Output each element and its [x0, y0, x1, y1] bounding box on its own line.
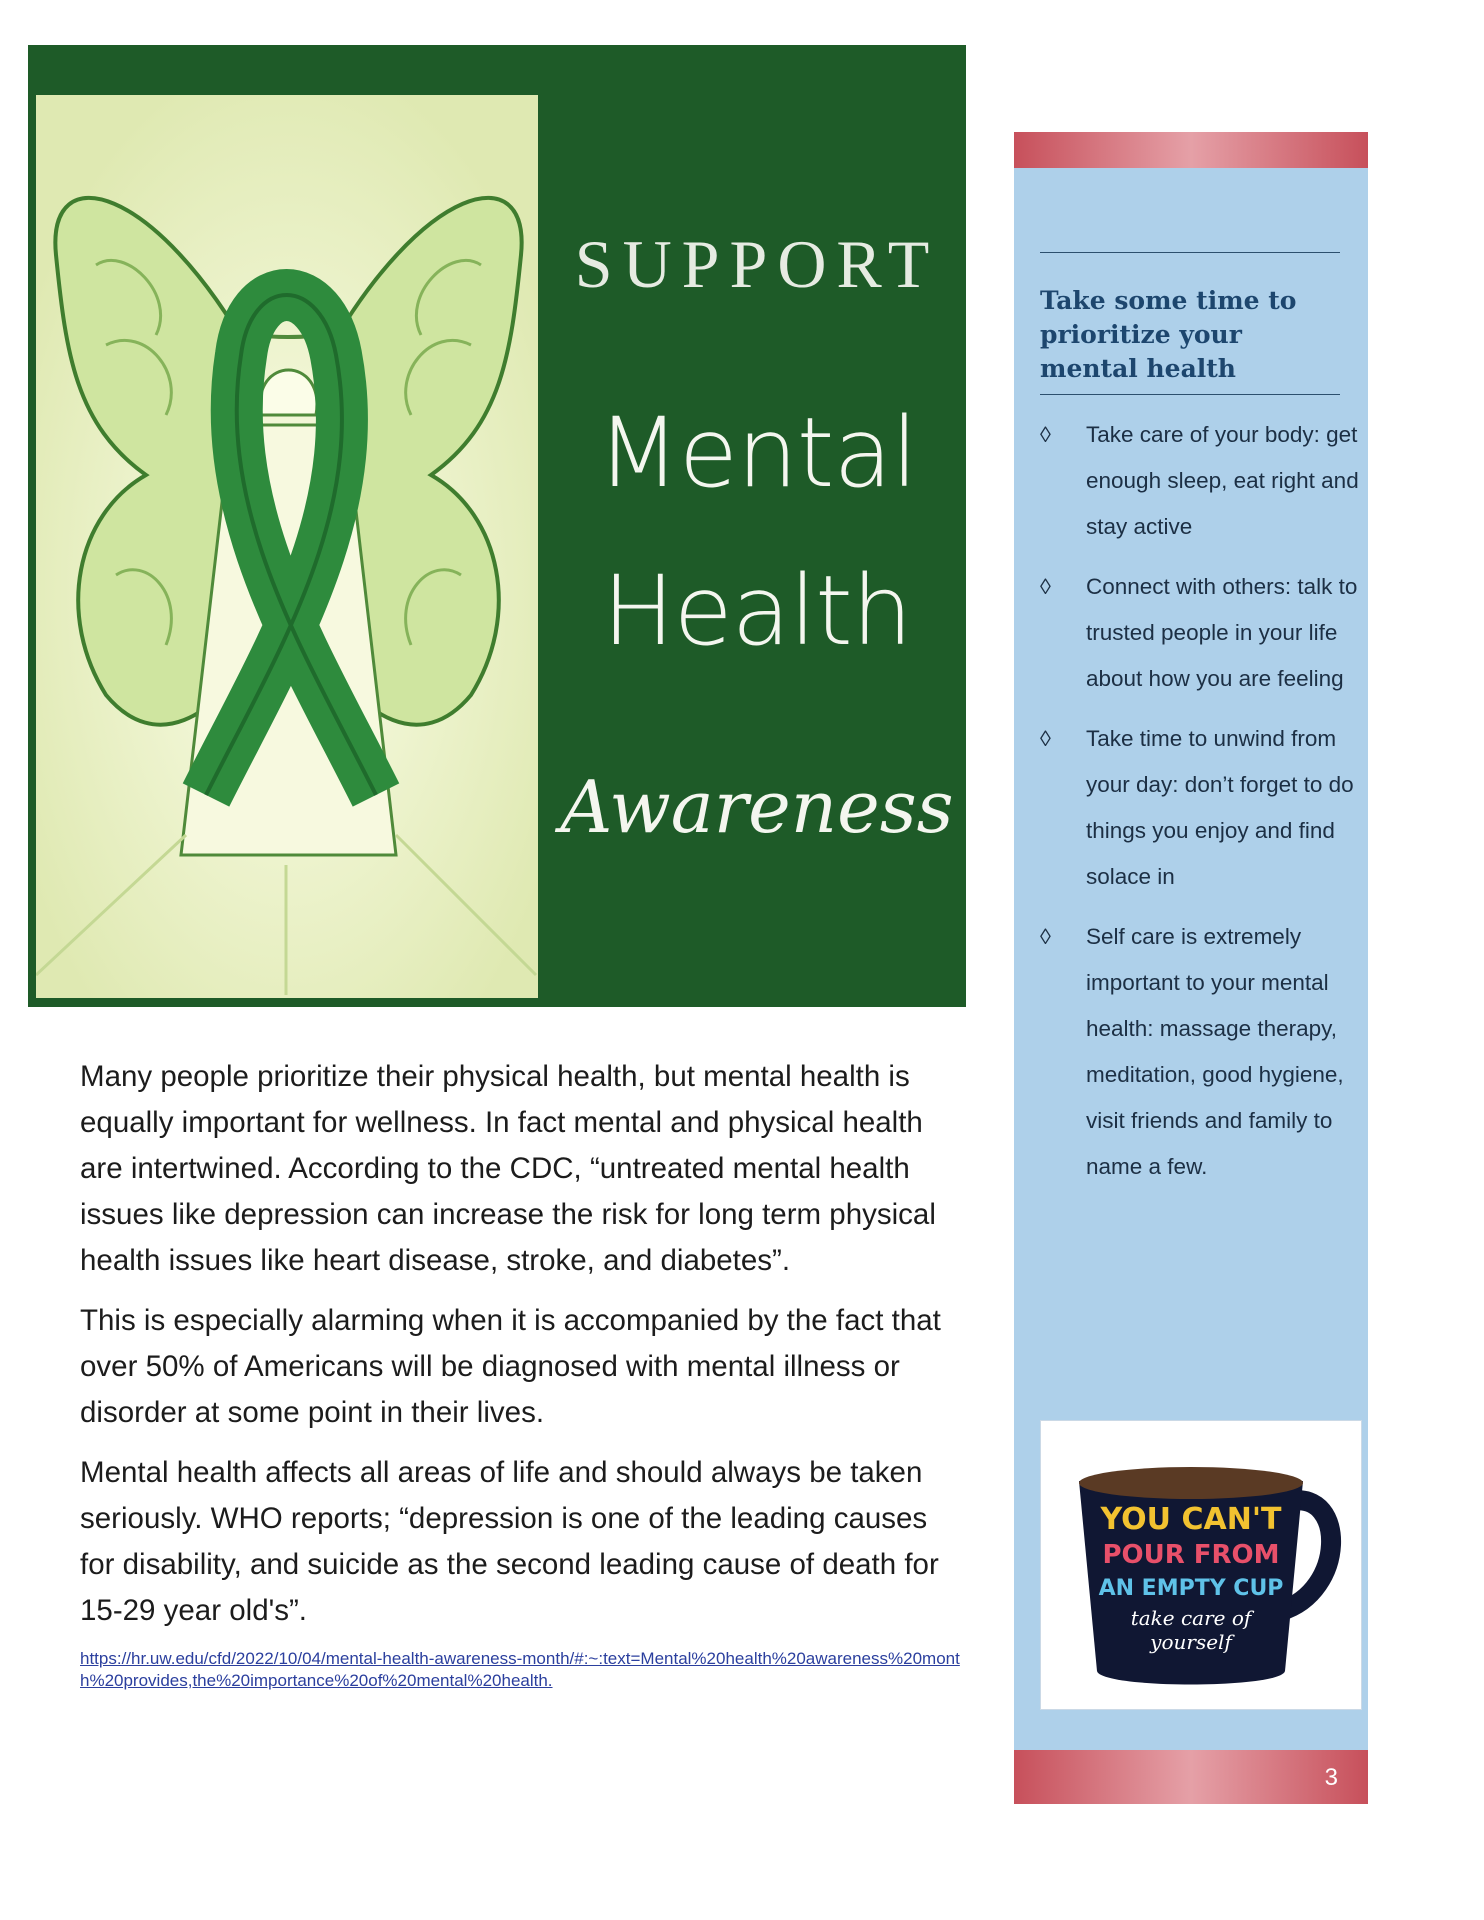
diamond-bullet-icon: ◊ [1040, 422, 1051, 447]
tip-text: Connect with others: talk to trusted people in your life about how you are feeling [1086, 574, 1358, 691]
diamond-bullet-icon: ◊ [1040, 726, 1051, 751]
list-item [1040, 564, 1360, 702]
banner-awareness-word: Awareness [560, 765, 954, 849]
sidebar-heading: Take some time to prioritize your mental health [1040, 286, 1297, 383]
list-item [1040, 914, 1360, 1190]
mug-text-line: yourself [1150, 1630, 1232, 1654]
mug-text-line: YOU CAN'T [1100, 1502, 1282, 1537]
banner-health-word: Health [602, 555, 912, 667]
banner-support-word: SUPPORT [574, 226, 940, 302]
article-paragraph: Many people prioritize their physical health, but mental health is equally important for wellness. In fact mental and physical health are intertwined. According to the CDC, “untreated mental health issues like depression can increase the risk for long term physical health issues like heart disease, stroke, and diabetes”. [80, 1060, 936, 1277]
tips-sidebar [1014, 132, 1368, 1804]
awareness-banner [28, 45, 966, 1007]
diamond-bullet-icon: ◊ [1040, 924, 1051, 949]
mug-text-line: take care of [1130, 1606, 1252, 1630]
sidebar-divider [1040, 394, 1340, 395]
banner-mental-word: Mental [597, 397, 917, 509]
tip-text: Self care is extremely important to your mental health: massage therapy, meditation, good hygiene, visit friends and family to name a few. [1086, 924, 1344, 1179]
list-item [1040, 716, 1360, 900]
page-number: 3 [1324, 1764, 1338, 1791]
mug-text-line: AN EMPTY CUP [1098, 1576, 1284, 1601]
tip-text: Take time to unwind from your day: don’t forget to do things you enjoy and find solace in [1086, 726, 1354, 889]
diamond-bullet-icon: ◊ [1040, 574, 1051, 599]
article-paragraph: This is especially alarming when it is accompanied by the fact that over 50% of Americans will be diagnosed with mental illness or disorder at some point in their lives. [80, 1304, 941, 1429]
sidebar-divider [1040, 252, 1340, 253]
article-paragraph: Mental health affects all areas of life and should always be taken seriously. WHO reports; “depression is one of the leading causes for disability, and suicide as the second leading cause of death for 15-29 year old's”. [80, 1456, 939, 1627]
list-item [1040, 412, 1360, 550]
ribbon-angel-illustration [36, 95, 538, 998]
article-body [80, 1054, 960, 1692]
angel-ribbon-artwork [36, 95, 538, 998]
sidebar-bottom-bar [1014, 1750, 1368, 1804]
coffee-mug-icon [1041, 1421, 1361, 1709]
sidebar-top-bar [1014, 132, 1368, 168]
source-link[interactable]: https://hr.uw.edu/cfd/2022/10/04/mental-health-awareness-month/#:~:text=Mental%20health%20awareness%20month%20provides,the%20importance%20of%20mental%20health. [80, 1649, 960, 1690]
empty-cup-image [1040, 1420, 1362, 1710]
mug-text-line: POUR FROM [1102, 1540, 1280, 1570]
banner-title [548, 45, 966, 1007]
tips-list [1040, 412, 1360, 1204]
tip-text: Take care of your body: get enough sleep, eat right and stay active [1086, 422, 1359, 539]
